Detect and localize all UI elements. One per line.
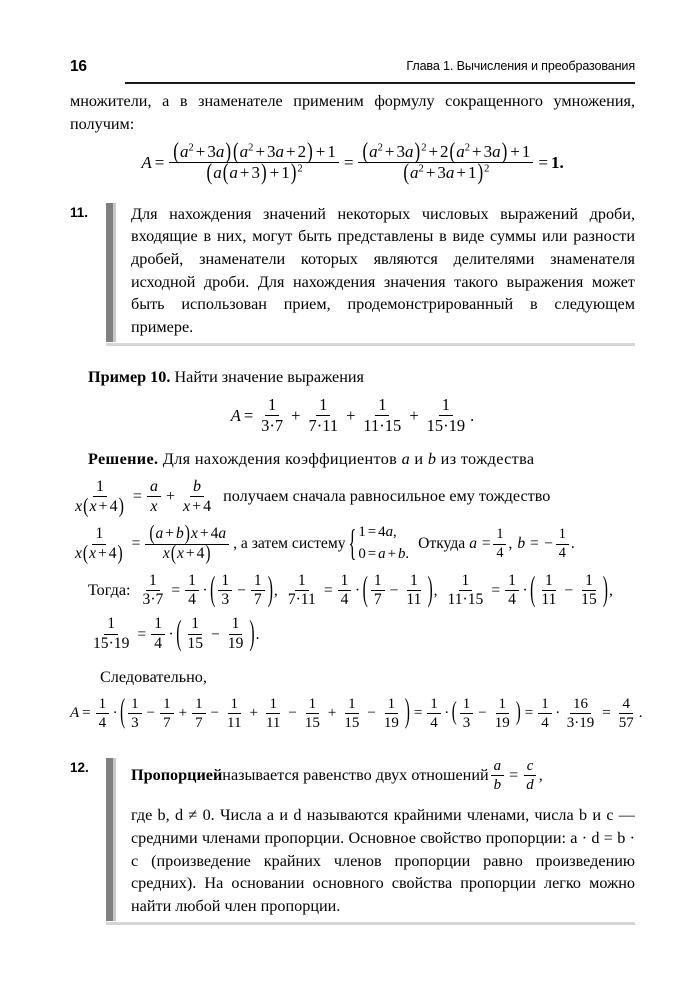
running-head bbox=[70, 58, 635, 84]
final-collapsed-1-num: 1 bbox=[460, 696, 474, 714]
block-12-text-b: , bbox=[538, 766, 543, 785]
a-value-den: 4 bbox=[496, 544, 504, 561]
formula-A-simplification: A = $\frac{(a^2 + 3a) (a^2 + 3a + 2) + 1}{(a(a + 3) + 1)^2}$ = $\frac{(a^2 + 3a)^2 + 2(a^2 + 3a) + 1}{(a^2 + 3a + 1)^2}$ = 1. bbox=[141, 138, 564, 186]
then-term-1-coeff-num: 1 bbox=[185, 573, 199, 592]
then-term-2-b bbox=[403, 573, 424, 610]
solution-line3-mid: , а затем систему bbox=[233, 535, 346, 552]
then-term-4-open-paren: ( bbox=[176, 614, 182, 653]
then-term-4-a bbox=[184, 616, 206, 653]
example-term-1 bbox=[258, 396, 286, 435]
system-lhs-fraction bbox=[72, 524, 127, 565]
then-term-2-coeff bbox=[338, 573, 352, 610]
then-term-3-a bbox=[538, 573, 559, 610]
then-term-2-lhs-den: 7·11 bbox=[287, 591, 316, 609]
proportion-ratio-1-num: a bbox=[491, 758, 504, 776]
final-chain-2 bbox=[160, 696, 174, 731]
solution-line2-after: получаем сначала равносильное ему тождество bbox=[223, 487, 551, 506]
then-term-4-b bbox=[225, 616, 247, 653]
then-term-3-coeff-num: 1 bbox=[505, 573, 519, 592]
block-11-number: 11. bbox=[70, 204, 89, 220]
proportion-ratio-1 bbox=[491, 758, 504, 793]
identity-lhs-num: 1 bbox=[93, 478, 107, 497]
final-coeff-2-num: 1 bbox=[427, 696, 441, 714]
then-term-1-lhs bbox=[140, 573, 167, 610]
example-term-3-den: 11·15 bbox=[363, 416, 402, 436]
then-term-3-coeff-den: 4 bbox=[508, 591, 516, 609]
final-chain-2-den: 7 bbox=[163, 715, 171, 732]
identity-lhs-den: x(x + 4) bbox=[75, 495, 124, 519]
solution-comma: , bbox=[508, 535, 513, 552]
then-term-2-coeff-den: 4 bbox=[340, 591, 349, 609]
intro-paragraph: множители, а в знаменателе применим формулу сокращенного умножения, получим: bbox=[70, 92, 635, 133]
block-12-underline bbox=[106, 922, 635, 925]
system-brace: { bbox=[348, 522, 357, 564]
final-sign-2: + bbox=[178, 705, 188, 722]
then-term-1-b-num: 1 bbox=[251, 573, 265, 592]
final-chain-1-den: 3 bbox=[131, 715, 139, 732]
final-chain-5 bbox=[263, 696, 283, 731]
final-chain-4 bbox=[224, 696, 244, 731]
proportion-ratio-2-num: c bbox=[524, 758, 537, 776]
then-term-2-b-num: 1 bbox=[407, 573, 421, 592]
then-term-3-b-den: 15 bbox=[581, 591, 597, 609]
then-term-4-lhs-num: 1 bbox=[104, 616, 118, 635]
a-value-fraction bbox=[493, 527, 506, 561]
example-term-4-num: 1 bbox=[439, 396, 453, 416]
final-coeff-3 bbox=[538, 696, 552, 731]
block-12-text-a: называется равенство двух отношений bbox=[222, 766, 489, 785]
example-term-2-den: 7·11 bbox=[308, 416, 339, 436]
final-coeff-2 bbox=[427, 696, 441, 731]
final-coeff bbox=[96, 696, 110, 731]
then-term-4-a-num: 1 bbox=[188, 616, 202, 635]
then-term-1-coeff bbox=[185, 573, 199, 610]
final-sign-1: − bbox=[146, 705, 156, 722]
system-equation-2: 0 = a + b. bbox=[358, 546, 410, 562]
identity-rhs-a-num: a bbox=[147, 478, 161, 497]
solution-system-line: $\frac{1}{x(x + 4)}$ = $\frac{(a + b)x + 4a}{x(x + 4)}$ , а затем систему { 1 = 4a, 0 = a + b. Откуда a = $\frac{1}{4}$ , b = − $\frac{1}{4}$ . bbox=[70, 522, 635, 565]
final-chain-3-num: 1 bbox=[192, 696, 206, 714]
numbered-block-11 bbox=[70, 203, 635, 343]
then-term-1-a bbox=[218, 573, 232, 610]
then-term-4-b-num: 1 bbox=[229, 616, 243, 635]
example-term-4-den: 15·19 bbox=[426, 416, 466, 436]
final-chain-4-num: 1 bbox=[228, 696, 242, 714]
solution-period: . bbox=[570, 535, 575, 552]
solution-var-b: b bbox=[427, 449, 437, 468]
final-coeff-den: 4 bbox=[98, 715, 107, 732]
b-value-num: 1 bbox=[556, 527, 569, 544]
final-collapsed-1-den: 3 bbox=[462, 715, 471, 732]
then-term-3-b-num: 1 bbox=[582, 573, 596, 592]
final-open-paren-2: ( bbox=[451, 698, 457, 727]
then-term-4-lhs bbox=[90, 616, 132, 653]
example-term-3-num: 1 bbox=[375, 396, 389, 416]
page-number: 16 bbox=[70, 58, 87, 75]
final-coeff-3-den: 4 bbox=[541, 715, 549, 732]
final-collapsed-1 bbox=[460, 696, 474, 731]
identity-lhs-fraction bbox=[72, 477, 128, 519]
fraction-1-numerator: $(a^2 + 3a) (a^2 + 3a + 2) + 1$ bbox=[169, 143, 339, 163]
example-term-1-den: 3·7 bbox=[261, 416, 284, 436]
example-term-4 bbox=[424, 396, 469, 435]
then-term-1-lhs-num: 1 bbox=[146, 573, 160, 592]
then-term-3-a-num: 1 bbox=[542, 573, 556, 592]
solution-identity-line: $\frac{1}{x(x + 4)}$ = $\frac{a}{x}$ + $\frac{b}{x + 4}$ получаем сначала равносильное ему тождество bbox=[70, 478, 635, 516]
then-term-1-lhs-den: 3·7 bbox=[142, 591, 164, 609]
proportion-ratio-2-den: d bbox=[526, 777, 534, 794]
fraction-1 bbox=[169, 138, 339, 186]
block-12-lead: Пропорцией bbox=[131, 766, 223, 785]
example-term-3 bbox=[360, 396, 404, 435]
final-coeff-3-num: 1 bbox=[538, 696, 552, 714]
b-value-label: b = − bbox=[517, 535, 554, 552]
final-close-paren-2: ) bbox=[515, 698, 521, 727]
formula-A-result: 1. bbox=[550, 152, 564, 172]
final-period: . bbox=[638, 705, 643, 722]
then-term-2-lhs-num: 1 bbox=[295, 573, 309, 592]
then-term-4-a-den: 15 bbox=[187, 635, 203, 653]
final-computation: A = $\frac{1}{4}$ · ( $\frac{1}{3}$ − $\frac{1}{7}$ + $\frac{1}{7}$ − $\frac{1}{11}$ + $\frac{1}{11}$ − $\frac{1}{15}$ + $\frac{1}{15}$ − $\frac{1}{19}$ ) = $\frac{1}{4}$ · ( $\frac{1}{3}$ − $\frac{1}{19}$ ) = $\frac{1}{4}$ · $\frac{16}{3\cdot 19}$ = $\frac{4}{57}$ . bbox=[70, 694, 643, 732]
example-formula-period: . bbox=[470, 405, 475, 425]
example-term-1-num: 1 bbox=[265, 396, 279, 416]
fraction-2-numerator: $(a^2 + 3a)^2 + 2(a^2 + 3a) + 1$ bbox=[358, 143, 533, 163]
then-term-4-coeff bbox=[151, 616, 165, 653]
final-chain-8-den: 19 bbox=[383, 715, 399, 732]
final-chain-3 bbox=[192, 696, 206, 731]
example-prompt: Найти значение выражения bbox=[170, 368, 364, 387]
example-label: Пример 10. bbox=[88, 368, 171, 387]
solution-line1-before: Для нахождения коэффициентов bbox=[158, 449, 402, 468]
solution-conj: и bbox=[410, 449, 428, 468]
identity-rhs-b-num: b bbox=[190, 478, 204, 497]
final-collapsed-2 bbox=[492, 696, 513, 731]
a-value-num: 1 bbox=[493, 527, 506, 544]
final-chain-3-den: 7 bbox=[195, 715, 203, 732]
a-value-label: a = bbox=[469, 535, 492, 552]
then-term-2-coeff-num: 1 bbox=[338, 573, 352, 592]
proportion-ratio-1-den: b bbox=[493, 777, 502, 794]
b-value-fraction bbox=[556, 527, 569, 561]
block-12-number: 12. bbox=[70, 760, 89, 776]
final-chain-6-num: 1 bbox=[306, 696, 320, 714]
final-result-den: 57 bbox=[618, 715, 634, 732]
system-rhs-den: x(x + 4) bbox=[162, 541, 211, 565]
then-term-1-coeff-den: 4 bbox=[188, 591, 196, 609]
final-sign-3: − bbox=[210, 705, 220, 722]
then-term-3-lhs-num: 1 bbox=[459, 573, 473, 592]
solution-label: Решение. bbox=[88, 449, 159, 468]
then-term-2-a bbox=[371, 573, 385, 610]
solution-var-a: a bbox=[401, 449, 411, 468]
then-term-2-close-paren: ) bbox=[427, 570, 433, 609]
then-line-1: Тогда: $\frac{1}{3\cdot 7}$ = $\frac{1}{4}$ · ( $\frac{1}{3}$ − $\frac{1}{7}$ ) , $\frac{1}{7\cdot 11}$ = $\frac{1}{4}$ · ( $\frac{1}{7}$ − $\frac{1}{11}$ ) , $\frac{1}{11\cdot 15}$ = $\frac{1}{4}$ · ( $\frac{1}{11}$ − $\frac{1}{15}$ ) , bbox=[70, 573, 635, 610]
proportion-ratio-2 bbox=[523, 758, 536, 793]
final-chain-6-den: 15 bbox=[304, 715, 320, 732]
then-term-3-b bbox=[578, 573, 600, 610]
final-sign-4: + bbox=[249, 705, 258, 722]
then-term-3-coeff bbox=[505, 573, 519, 610]
final-chain-2-num: 1 bbox=[160, 696, 174, 714]
identity-rhs-b bbox=[180, 478, 214, 516]
equation-system bbox=[349, 522, 410, 565]
system-lhs-den: x(x + 4) bbox=[75, 541, 123, 565]
solution-whence: Откуда bbox=[418, 535, 466, 552]
final-chain-7-den: 15 bbox=[344, 715, 360, 732]
identity-rhs-a bbox=[147, 478, 161, 516]
then-term-2-b-den: 11 bbox=[406, 591, 422, 609]
then-term-1-a-num: 1 bbox=[218, 573, 232, 592]
final-collapsed-2-num: 1 bbox=[496, 696, 510, 714]
then-term-3-open-paren: ( bbox=[530, 570, 536, 609]
then-term-1-a-den: 3 bbox=[221, 591, 230, 609]
final-chain-1-num: 1 bbox=[128, 696, 142, 714]
then-term-3-a-den: 11 bbox=[541, 591, 557, 609]
then-term-1-b-den: 7 bbox=[253, 591, 262, 609]
final-chain-8 bbox=[381, 696, 402, 731]
final-chain-7-num: 1 bbox=[345, 696, 359, 714]
final-lhs: A bbox=[70, 705, 80, 722]
therefore-label: Следовательно, bbox=[100, 667, 207, 686]
final-chain-7 bbox=[341, 696, 362, 731]
fraction-2-denominator: $(a^2 + 3a + 1)^2$ bbox=[403, 159, 490, 186]
then-term-2-a-num: 1 bbox=[371, 573, 385, 592]
formula-A-lhs: A bbox=[141, 152, 152, 172]
fraction-1-denominator: $(a(a + 3) + 1)^2$ bbox=[206, 159, 303, 186]
block-12-text-rest: где b, d ≠ 0. Числа a и d называются крайними членами, числа b и c — средними членами пропорции. Основное свойство пропорции: a · d = b · c (произведение крайних членов пропорции равно произведению средних). На основании основного свойства пропорции легко можно найти любой член пропорции. bbox=[131, 806, 635, 915]
final-result-num: 4 bbox=[619, 696, 633, 714]
block-12-gray-bar bbox=[106, 758, 116, 921]
then-term-4-coeff-num: 1 bbox=[151, 616, 165, 635]
final-chain-1 bbox=[128, 696, 142, 731]
chapter-title: Глава 1. Вычисления и преобразования bbox=[406, 59, 635, 73]
solution-heading bbox=[70, 448, 635, 471]
final-product-num: 16 bbox=[570, 696, 591, 714]
block-11-gray-bar bbox=[106, 203, 116, 343]
then-term-1-b bbox=[251, 573, 265, 610]
final-coeff-num: 1 bbox=[96, 696, 110, 714]
header-rule bbox=[125, 82, 635, 84]
final-chain-8-num: 1 bbox=[385, 696, 399, 714]
then-term-4-coeff-den: 4 bbox=[154, 635, 162, 653]
example-heading bbox=[70, 366, 635, 389]
final-chain-6 bbox=[302, 696, 323, 731]
final-product-den: 3·19 bbox=[566, 715, 595, 732]
then-term-1-close-paren: ) bbox=[267, 570, 273, 609]
identity-rhs-b-den: x + 4 bbox=[182, 498, 212, 516]
final-close-paren: ) bbox=[404, 694, 410, 731]
example-formula-lhs: A bbox=[230, 405, 241, 425]
fraction-2 bbox=[358, 138, 533, 186]
system-lhs-num: 1 bbox=[92, 526, 106, 545]
example-term-2 bbox=[305, 396, 341, 435]
final-product bbox=[564, 696, 598, 731]
then-term-2-open-paren: ( bbox=[362, 570, 368, 609]
example-formula: A = $\frac{1}{3\cdot 7}$ + $\frac{1}{7\cdot 11}$ + $\frac{1}{11\cdot 15}$ + $\frac{1}{15\cdot 19}$ . bbox=[230, 395, 475, 436]
system-rhs-num: (a + b)x + 4a bbox=[145, 526, 229, 545]
then-line-2: $\frac{1}{15\cdot 19}$ = $\frac{1}{4}$ · ( $\frac{1}{15}$ − $\frac{1}{19}$ ) . bbox=[70, 616, 635, 653]
final-collapsed-2-den: 19 bbox=[494, 715, 510, 732]
system-equation-1: 1 = 4a, bbox=[358, 524, 397, 541]
then-term-4-close-paren: ) bbox=[249, 614, 255, 653]
then-term-4-b-den: 19 bbox=[227, 635, 244, 653]
block-11-text: Для нахождения значений некоторых числовых выражений дроби, входящие в них, могут быть представлены в виде суммы или разности дробей, знаменатели которых являются делителями знаменателя исходной дроби. Для нахождения значения такого выражения может быть использован прием, продемонстрированный в следующем примере. bbox=[131, 204, 635, 336]
final-chain-5-den: 11 bbox=[265, 715, 281, 732]
numbered-block-12 bbox=[70, 758, 635, 921]
then-label: Тогда: bbox=[88, 581, 131, 600]
then-term-2-a-den: 7 bbox=[373, 591, 382, 609]
solution-line1-after: из тождества bbox=[436, 449, 535, 468]
example-term-2-num: 1 bbox=[316, 396, 330, 416]
then-term-3-lhs-den: 11·15 bbox=[447, 591, 484, 609]
then-term-2-lhs bbox=[285, 573, 319, 610]
system-rhs-fraction bbox=[145, 521, 229, 565]
final-coeff-2-den: 4 bbox=[430, 715, 438, 732]
final-open-paren: ( bbox=[120, 694, 126, 731]
final-sign-6: + bbox=[327, 705, 337, 722]
final-chain-4-den: 11 bbox=[227, 715, 242, 732]
then-term-3-close-paren: ) bbox=[602, 570, 608, 609]
then-term-4-lhs-den: 15·19 bbox=[93, 635, 130, 653]
block-12-definition-line: Пропорцией называется равенство двух отношений $\frac{a}{b}$ = $\frac{c}{d}$ , bbox=[131, 758, 543, 794]
final-chain-5-num: 1 bbox=[266, 696, 280, 714]
block-12-body bbox=[131, 758, 635, 921]
then-term-1-open-paren: ( bbox=[210, 570, 216, 609]
identity-rhs-a-den: x bbox=[150, 498, 158, 516]
final-result bbox=[616, 696, 637, 731]
block-11-body bbox=[131, 203, 635, 343]
then-term-3-lhs bbox=[445, 573, 487, 610]
b-value-den: 4 bbox=[558, 544, 566, 561]
page-content bbox=[70, 90, 643, 925]
final-sign-7: − bbox=[367, 705, 376, 722]
final-sign-5: − bbox=[288, 705, 297, 722]
